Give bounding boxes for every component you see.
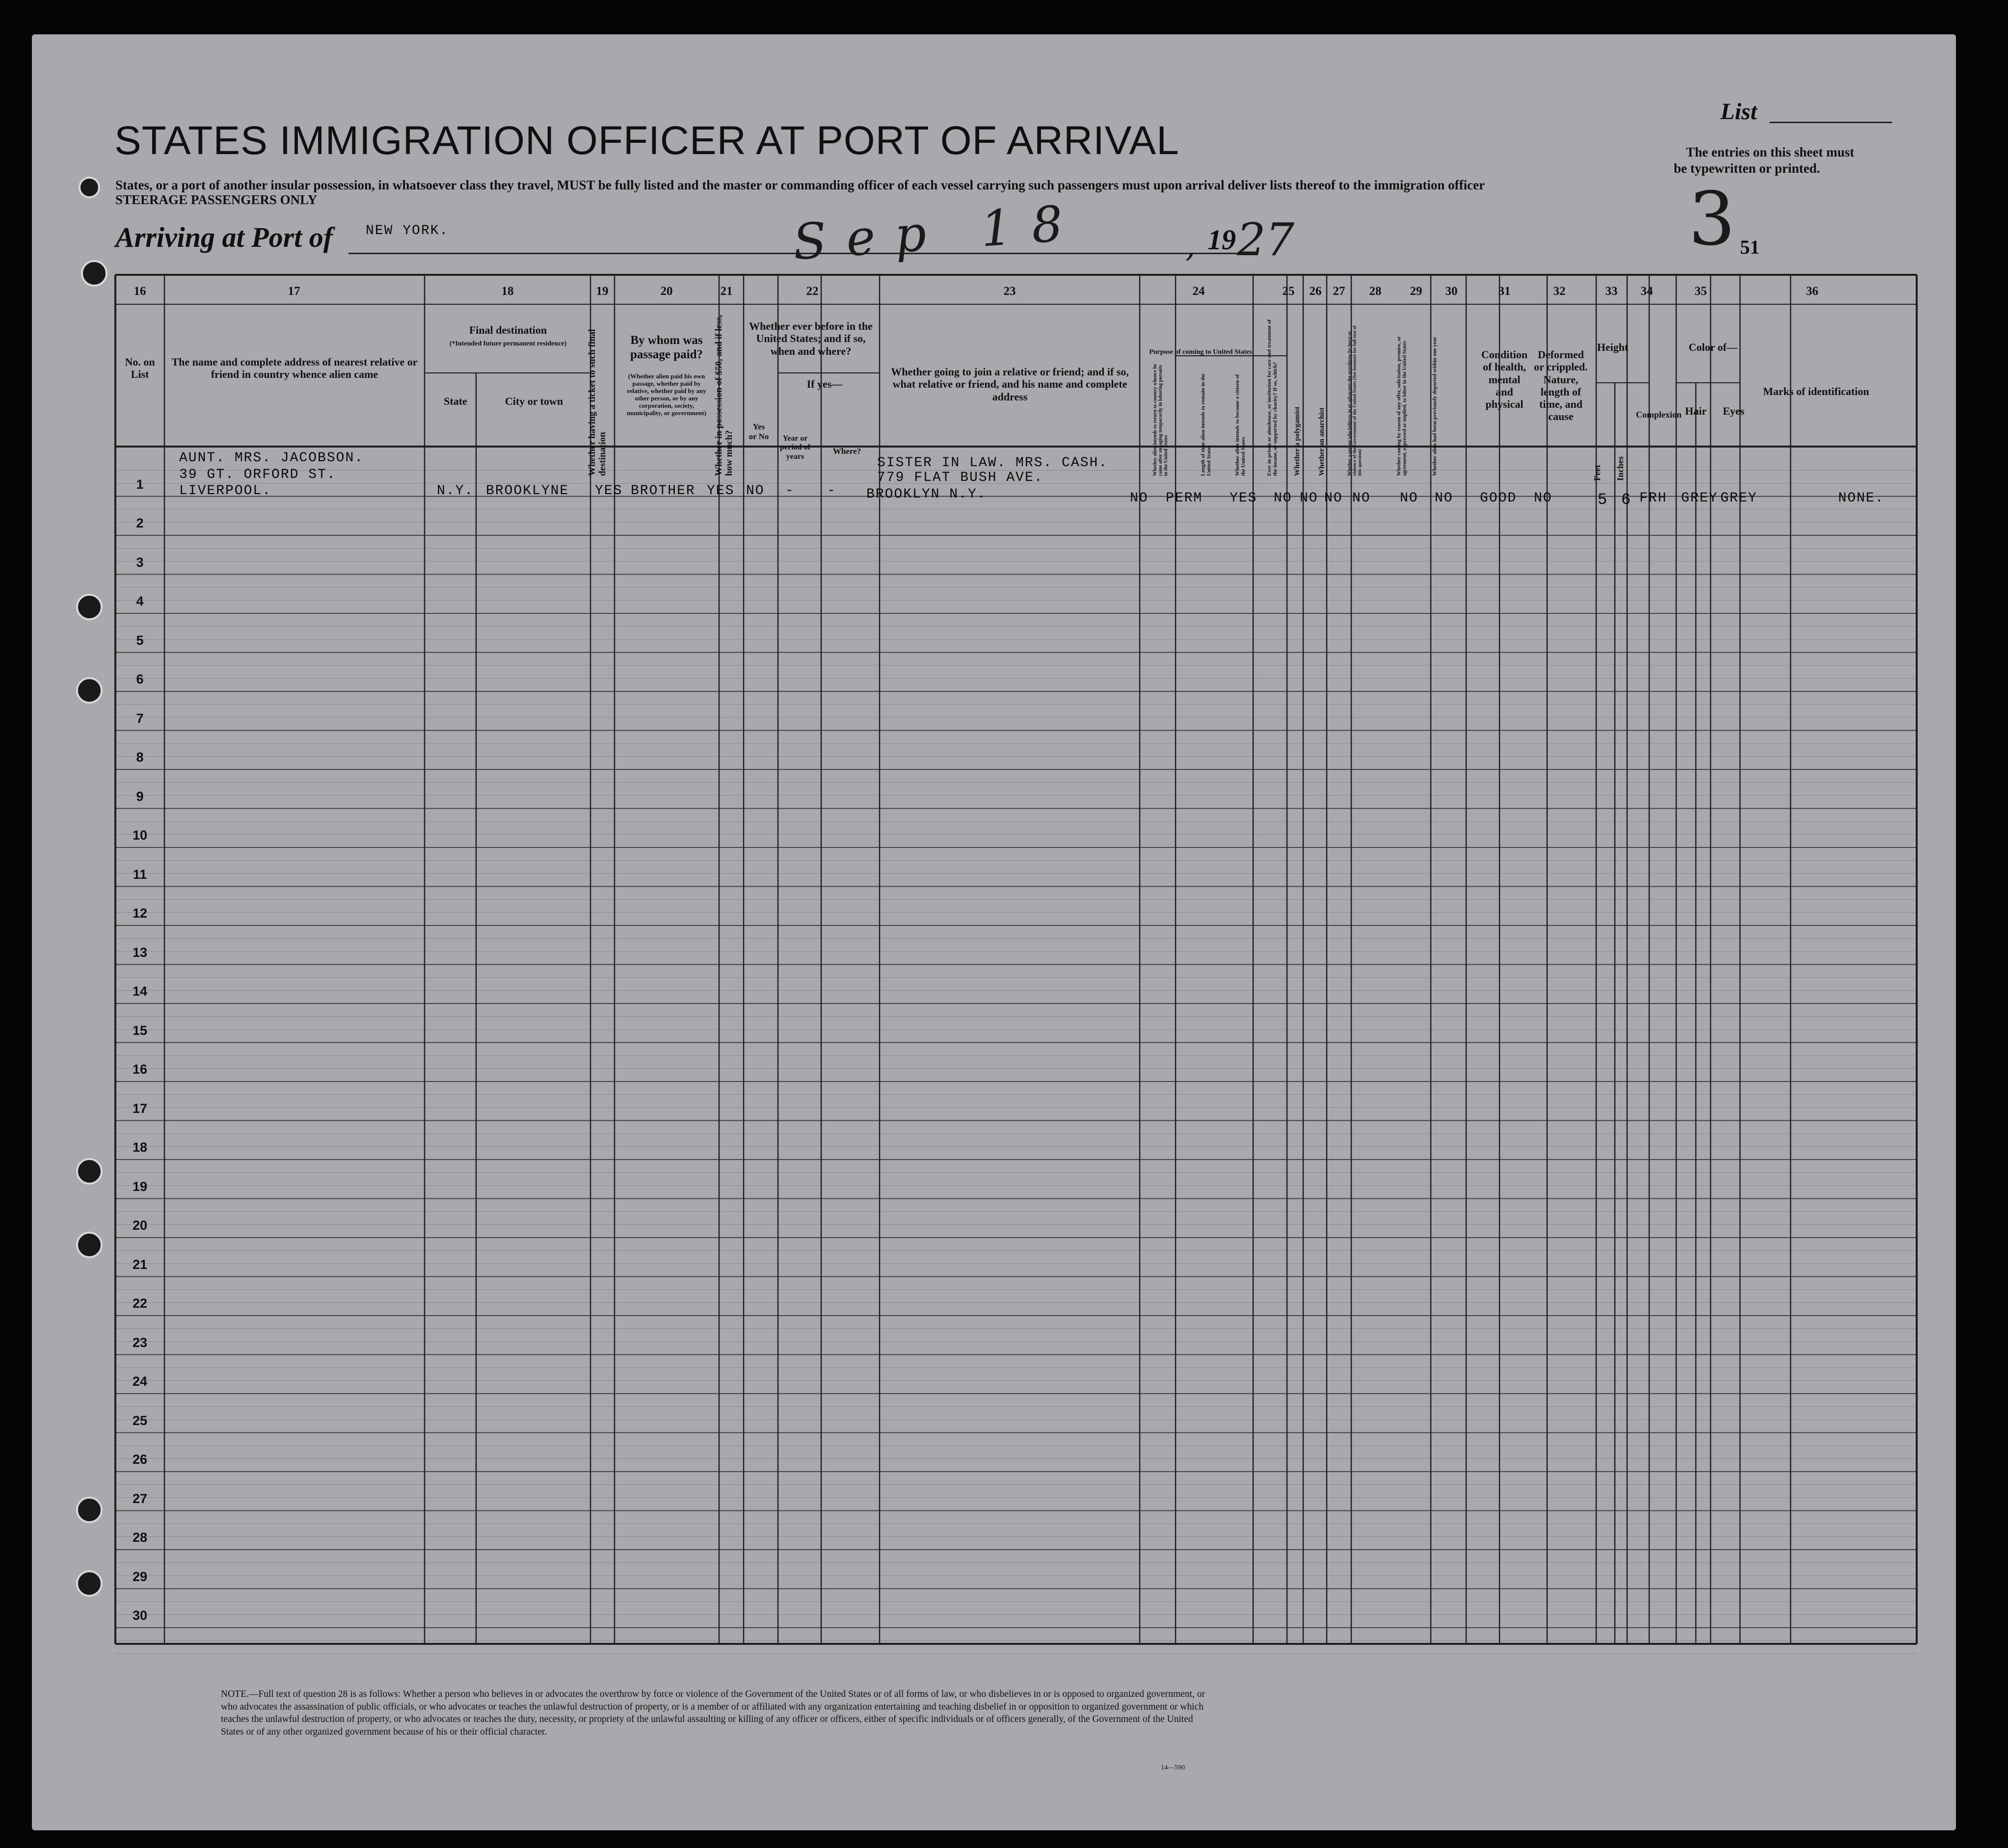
entry-prison: NO bbox=[1274, 491, 1292, 506]
col-deformed-heading: Deformed or crippled. Nature, length of time, and cause bbox=[1534, 348, 1588, 423]
row-number: 20 bbox=[132, 1218, 148, 1233]
entry-complexion: FRH bbox=[1639, 491, 1667, 506]
port-name: NEW YORK. bbox=[366, 223, 449, 238]
col-return-heading: Whether alien intends to return to country whence he came after engaging temporarily in laboring pursuits in the United States bbox=[1152, 364, 1169, 476]
row-number: 25 bbox=[132, 1413, 148, 1428]
column-number: 19 bbox=[596, 285, 609, 298]
manifest-sheet bbox=[32, 34, 1956, 1830]
entry-ticket: YES bbox=[595, 483, 623, 499]
col-state-heading: State bbox=[444, 395, 467, 407]
instruction-line-2: STEERAGE PASSENGERS ONLY bbox=[115, 192, 318, 207]
row-number: 17 bbox=[132, 1101, 148, 1116]
entry-passage-paid-by: BROTHER bbox=[631, 483, 696, 499]
entry-inches: 6 bbox=[1621, 491, 1632, 509]
binder-hole bbox=[76, 677, 103, 704]
col-passage-sub: (Whether alien paid his own passage, whether paid by relative, whether paid by any other person, or by any corporation, society, municipality, or government) bbox=[627, 372, 706, 417]
row-number: 9 bbox=[136, 789, 144, 804]
col-length-heading: Length of time alien intends to remain in the United States bbox=[1200, 373, 1212, 476]
row-number: 19 bbox=[132, 1179, 148, 1194]
col-relative-heading: The name and complete address of nearest relative or friend in country whence alien came bbox=[171, 356, 418, 381]
date-comma: , bbox=[1185, 228, 1196, 264]
col-deported-heading: Whether alien had been previously deported within one year bbox=[1432, 337, 1438, 476]
footnote: NOTE.—Full text of question 28 is as follows: Whether a person who believes in or advocates the overthrow by force or violence of the Government of the United States or of all forms of law, or who disbelieves in or is opposed to organized government, or who advocates the assassination of public officials, or who advocates or teaches the unlawful destruction of property, or is a member of or affiliated with any organization entertaining and teaching disbelief in or opposition to organized government or which teaches the unlawful destruction of property, or who advocates or teaches the duty, necessity, or propriety of the unlawful assaulting or killing of any officer or officers, either of specific individuals or of officers generally, of the Government of the United States or of any other organized government because of his or their official character. bbox=[221, 1689, 1205, 1738]
joining-line-3: BROOKLYN N.Y. bbox=[866, 487, 987, 502]
row-number: 13 bbox=[132, 945, 148, 960]
col-hair-heading: Hair bbox=[1685, 405, 1707, 417]
column-number: 31 bbox=[1498, 285, 1511, 298]
row-number: 16 bbox=[132, 1062, 148, 1077]
entry-fifty-dollars: YES bbox=[707, 483, 735, 499]
row-number: 22 bbox=[132, 1296, 148, 1311]
col-citizen-heading: Whether alien intends to become a citizen of the United States bbox=[1234, 374, 1247, 476]
entry-eyes: GREY bbox=[1720, 491, 1758, 506]
binder-hole bbox=[76, 1158, 103, 1185]
year-handwritten: 27 bbox=[1237, 213, 1295, 266]
col-health-heading: Condition of health, mental and physical bbox=[1481, 348, 1528, 411]
entry-city: BROOKLYNE bbox=[486, 483, 569, 499]
col-purpose-heading: Purpose of coming to United States bbox=[1149, 348, 1252, 356]
column-number: 29 bbox=[1410, 285, 1422, 298]
row-number: 6 bbox=[136, 672, 144, 686]
entry-citizen-intent: YES bbox=[1230, 491, 1258, 506]
binder-hole bbox=[79, 177, 100, 198]
typewritten-note-line-2: be typewritten or printed. bbox=[1674, 161, 1820, 176]
column-number: 24 bbox=[1192, 285, 1205, 298]
col-final-destination-sub: (*Intended future permanent residence) bbox=[449, 340, 567, 347]
relative-address-line-2: 39 GT. ORFORD ST. bbox=[179, 467, 336, 482]
entry-health: GOOD bbox=[1480, 491, 1517, 506]
row-number: 15 bbox=[132, 1023, 148, 1038]
entry-offer-labor: NO bbox=[1400, 491, 1419, 506]
row-number: 18 bbox=[132, 1140, 148, 1155]
column-number: 32 bbox=[1553, 285, 1566, 298]
row-number: 10 bbox=[132, 828, 148, 843]
column-number: 26 bbox=[1309, 285, 1322, 298]
binder-hole bbox=[81, 260, 107, 287]
col-feet-heading: Feet bbox=[1592, 465, 1602, 481]
instruction-line-1: States, or a port of another insular possession, in whatsoever class they travel, MUST be fully listed and the master or commanding officer of each vessel carrying such passengers must upon arrival deliver lists thereof to the immigration officer bbox=[115, 178, 1485, 192]
entry-overthrow: NO bbox=[1352, 491, 1371, 506]
entry-length-stay: PERM bbox=[1166, 491, 1203, 506]
col-before-heading: Whether ever before in the United States; and if so, when and where? bbox=[749, 320, 873, 357]
column-number: 30 bbox=[1445, 285, 1458, 298]
row-number: 27 bbox=[132, 1491, 148, 1506]
column-number: 25 bbox=[1282, 285, 1295, 298]
col-fifty-heading: Whether in possession of $50, and if less, how much? bbox=[714, 315, 734, 476]
relative-address-line-3: LIVERPOOL. bbox=[179, 483, 272, 499]
row-number: 23 bbox=[132, 1335, 148, 1350]
column-number: 27 bbox=[1333, 285, 1345, 298]
binder-hole bbox=[76, 1570, 103, 1597]
col-joining-heading: Whether going to join a relative or friend; and if so, what relative or friend, and his name and complete address bbox=[891, 366, 1129, 403]
joining-line-1: SISTER IN LAW. MRS. CASH. bbox=[877, 455, 1108, 471]
column-number: 22 bbox=[806, 285, 819, 298]
row-number: 3 bbox=[136, 554, 144, 570]
arrival-date: Sep 18 bbox=[791, 193, 1085, 271]
col-before-yes-heading: Yes or No bbox=[749, 422, 769, 441]
form-code: 14—590 bbox=[1161, 1764, 1185, 1771]
list-underline bbox=[1769, 122, 1892, 123]
entry-year-dash: - bbox=[785, 483, 795, 499]
entry-return-intent: NO bbox=[1130, 491, 1149, 506]
column-number: 35 bbox=[1694, 285, 1707, 298]
binder-hole bbox=[76, 594, 103, 620]
row-number: 30 bbox=[132, 1608, 148, 1623]
col-inches-heading: Inches bbox=[1615, 456, 1625, 481]
col-color-heading: Color of— bbox=[1688, 341, 1738, 353]
row-number: 11 bbox=[133, 867, 147, 882]
entry-deformed: NO bbox=[1534, 491, 1553, 506]
column-number: 33 bbox=[1605, 285, 1618, 298]
column-number: 16 bbox=[134, 285, 146, 298]
row-number: 12 bbox=[132, 906, 148, 921]
year-prefix: 19 bbox=[1207, 224, 1236, 256]
row-number: 1 bbox=[136, 476, 144, 492]
entry-before-in-us: NO bbox=[746, 483, 765, 499]
column-number: 18 bbox=[501, 285, 514, 298]
binder-hole bbox=[76, 1497, 103, 1523]
col-marks-heading: Marks of identification bbox=[1763, 385, 1870, 397]
joining-line-2: 779 FLAT BUSH AVE. bbox=[877, 470, 1044, 485]
column-number: 20 bbox=[660, 285, 673, 298]
entry-deported: NO bbox=[1435, 491, 1453, 506]
list-label: List bbox=[1720, 99, 1757, 125]
col-prison-heading: Ever in prison or almshouse, or institution for care and treatment of the insane, or supported by charity? If so, which? bbox=[1266, 319, 1279, 476]
row-number: 7 bbox=[136, 711, 144, 726]
column-number: 17 bbox=[288, 285, 300, 298]
row-number: 29 bbox=[132, 1569, 148, 1584]
form-title: STATES IMMIGRATION OFFICER AT PORT OF ARRIVAL bbox=[114, 118, 1179, 163]
col-before-year-heading: Year or period of years bbox=[780, 434, 810, 461]
col-height-heading: Height bbox=[1597, 341, 1629, 353]
relative-address-line-1: AUNT. MRS. JACOBSON. bbox=[179, 450, 364, 466]
entry-polygamist: NO bbox=[1300, 491, 1318, 506]
col-anarchist-heading: Whether an anarchist bbox=[1318, 407, 1326, 476]
page-number: 51 bbox=[1740, 236, 1760, 258]
column-number: 23 bbox=[1003, 285, 1016, 298]
column-number: 36 bbox=[1806, 285, 1819, 298]
entry-anarchist: NO bbox=[1324, 491, 1343, 506]
row-number: 2 bbox=[136, 516, 144, 530]
col-no-on-list-heading: No. on List bbox=[125, 356, 155, 381]
row-number: 28 bbox=[132, 1530, 148, 1545]
typewritten-note-line-1: The entries on this sheet must bbox=[1686, 145, 1854, 159]
column-number: 21 bbox=[720, 285, 733, 298]
col-city-heading: City or town bbox=[505, 395, 563, 407]
col-before-where-heading: Where? bbox=[832, 447, 861, 456]
list-number: 3 bbox=[1688, 177, 1736, 262]
row-number: 21 bbox=[132, 1257, 148, 1272]
col-complexion-heading: Complexion bbox=[1636, 410, 1682, 420]
col-eyes-heading: Eyes bbox=[1723, 405, 1744, 417]
form-grid bbox=[32, 34, 1956, 1830]
row-number: 14 bbox=[132, 984, 148, 999]
row-number: 26 bbox=[132, 1452, 148, 1467]
binder-hole bbox=[76, 1232, 103, 1258]
row-number: 5 bbox=[136, 633, 144, 648]
row-number: 4 bbox=[136, 594, 144, 608]
entry-where-dash: - bbox=[827, 483, 836, 499]
row-number: 8 bbox=[136, 750, 144, 765]
col-before-ifyes-heading: If yes— bbox=[806, 378, 843, 390]
entry-feet: 5 bbox=[1598, 491, 1608, 509]
col-polygamist-heading: Whether a polygamist bbox=[1293, 406, 1301, 476]
entry-hair: GREY bbox=[1681, 491, 1718, 506]
arriving-label: Arriving at Port of bbox=[115, 221, 333, 253]
column-number: 28 bbox=[1369, 285, 1382, 298]
entry-marks: NONE. bbox=[1838, 491, 1885, 506]
col-passage-heading: By whom was passage paid? bbox=[630, 334, 703, 361]
entry-state: N.Y. bbox=[437, 483, 474, 499]
col-overthrow-heading: Whether a person who believes in or advocates the overthrow by force or violence of the Government of the United States (See footnote for full text of this question) bbox=[1347, 325, 1363, 476]
col-offer-heading: Whether coming by reason of any offer, solicitation, promise, or agreement, expressed or implied, to labor in the United States bbox=[1396, 336, 1408, 476]
row-number: 24 bbox=[132, 1374, 148, 1389]
col-final-destination-heading: Final destination bbox=[469, 324, 547, 336]
col-ticket-heading: Whether having a ticket to such final destination bbox=[587, 329, 608, 476]
column-number: 34 bbox=[1640, 285, 1653, 298]
